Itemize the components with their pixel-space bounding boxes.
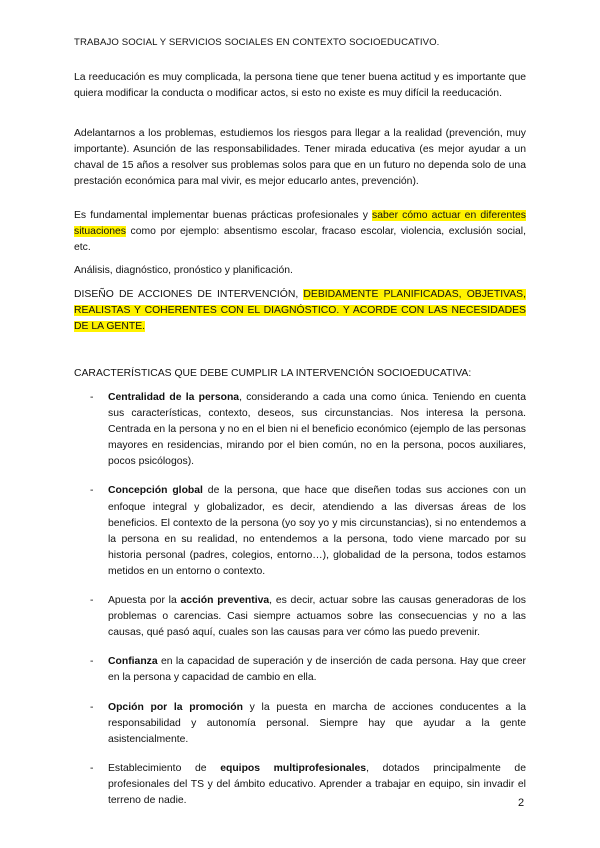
bullet-dash: - — [90, 485, 94, 497]
text-run: DISEÑO DE ACCIONES DE INTERVENCIÓN, — [74, 289, 304, 300]
text-run: , considerando a cada una como única. Teniendo en cuenta sus características, contexto, deseos, sus circunstancias. Nos interesa la persona. Centrada en la persona y no en el bien ni el beneficio económico (ejemplo de las personas mayores en residencias, mirando por el bien común, no en la persona, pocos auxiliares, pocos psicólogos). — [108, 392, 526, 468]
bullet-dash: - — [90, 701, 94, 713]
paragraph-reeducacion — [74, 70, 526, 102]
characteristics-list — [90, 390, 526, 809]
bold-term: equipos multiprofesionales — [220, 762, 367, 774]
bold-term: Centralidad de la persona — [108, 392, 240, 403]
list-item — [90, 390, 526, 470]
paragraph-text — [74, 287, 526, 335]
text-run: y la puesta en marcha de acciones conducentes a la responsabilidad y autonomía personal. Siempre hay que ayudar a la gente asistencialmente. — [108, 701, 526, 745]
bullet-dash: - — [90, 656, 94, 668]
page-number: 2 — [518, 797, 525, 809]
text-run: Apuesta por la — [108, 595, 181, 607]
bold-term: acción preventiva — [180, 595, 270, 607]
paragraph-text — [74, 208, 526, 256]
list-item — [90, 593, 526, 641]
paragraph-text: La reeducación es muy complicada, la persona tiene que tener buena actitud y es importante que quiera modificar la conducta o modificar actos, si esto no existe es muy difícil la reeducación. — [74, 72, 526, 99]
running-header: TRABAJO SOCIAL Y SERVICIOS SOCIALES EN CONTEXTO SOCIOEDUCATIVO. — [74, 37, 440, 48]
bold-term: Confianza — [108, 656, 158, 668]
bold-term: Concepción global — [108, 485, 203, 497]
text-run: como por ejemplo: absentismo escolar, fracaso escolar, violencia, exclusión social, etc. — [74, 226, 526, 253]
highlighted-text: saber cómo actuar en diferentes situaciones — [74, 210, 526, 237]
list-item — [90, 654, 526, 686]
text-run: , es decir, actuar sobre las causas generadoras de los problemas o carencias. Casi siempre actuamos sobre las consecuencias y no a las causas, qué pasó aquí, cuales son las causas para ver cómo las puedo prevenir. — [108, 595, 526, 639]
section-title — [74, 366, 526, 382]
section-heading: CARACTERÍSTICAS QUE DEBE CUMPLIR LA INTERVENCIÓN SOCIOEDUCATIVA: — [74, 368, 472, 379]
paragraph-prevencion — [74, 126, 526, 190]
list-item — [90, 700, 526, 748]
paragraph-text: Análisis, diagnóstico, pronóstico y planificación. — [74, 265, 293, 276]
list-item — [90, 483, 526, 580]
bullet-dash: - — [90, 595, 94, 607]
paragraph-analisis — [74, 263, 526, 279]
bullet-dash: - — [90, 762, 94, 774]
text-run: , dotados principalmente de profesionales del TS y del ámbito educativo. Aprender a trabajar en equipo, sin invadir el terreno de nadie. — [108, 762, 526, 806]
text-run: de la persona, que hace que diseñen todas sus acciones con un enfoque integral y globalizador, es decir, atendiendo a las diversas áreas de los beneficios. El contexto de la persona (yo soy yo y mis circunstancias), si no entendemos a la persona en su realidad, no entendemos a la persona, todo viene marcado por su historia personal (padres, colegios, entorno…), globalidad de la persona, todos estamos metidos en un entorno o contexto. — [108, 485, 526, 577]
text-run: Es fundamental implementar buenas prácticas profesionales y — [74, 210, 373, 221]
bold-term: Opción por la promoción — [108, 701, 243, 713]
paragraph-diseno — [74, 287, 526, 335]
paragraph-buenas-practicas — [74, 208, 526, 256]
text-run: Establecimiento de — [108, 762, 221, 774]
bullet-dash: - — [90, 392, 94, 403]
list-item — [90, 761, 526, 809]
highlighted-text: DEBIDAMENTE PLANIFICADAS, OBJETIVAS, REALISTAS Y COHERENTES CON EL DIAGNÓSTICO. Y ACORDE CON LAS NECESIDADES DE LA GENTE. — [74, 289, 526, 332]
text-run: en la capacidad de superación y de inserción de cada persona. Hay que creer en la persona y capacidad de cambio en ella. — [108, 656, 526, 684]
paragraph-text: Adelantarnos a los problemas, estudiemos los riesgos para llegar a la realidad (prevención, muy importante). Asunción de las responsabilidades. Tener mirada educativa (es mejor ayudar a un chaval de 15 años a resolver sus problemas solos para que en un futuro no dependa solo de una prestación económica para mal vivir, es mejor educarlo antes, prevención). — [74, 128, 526, 187]
